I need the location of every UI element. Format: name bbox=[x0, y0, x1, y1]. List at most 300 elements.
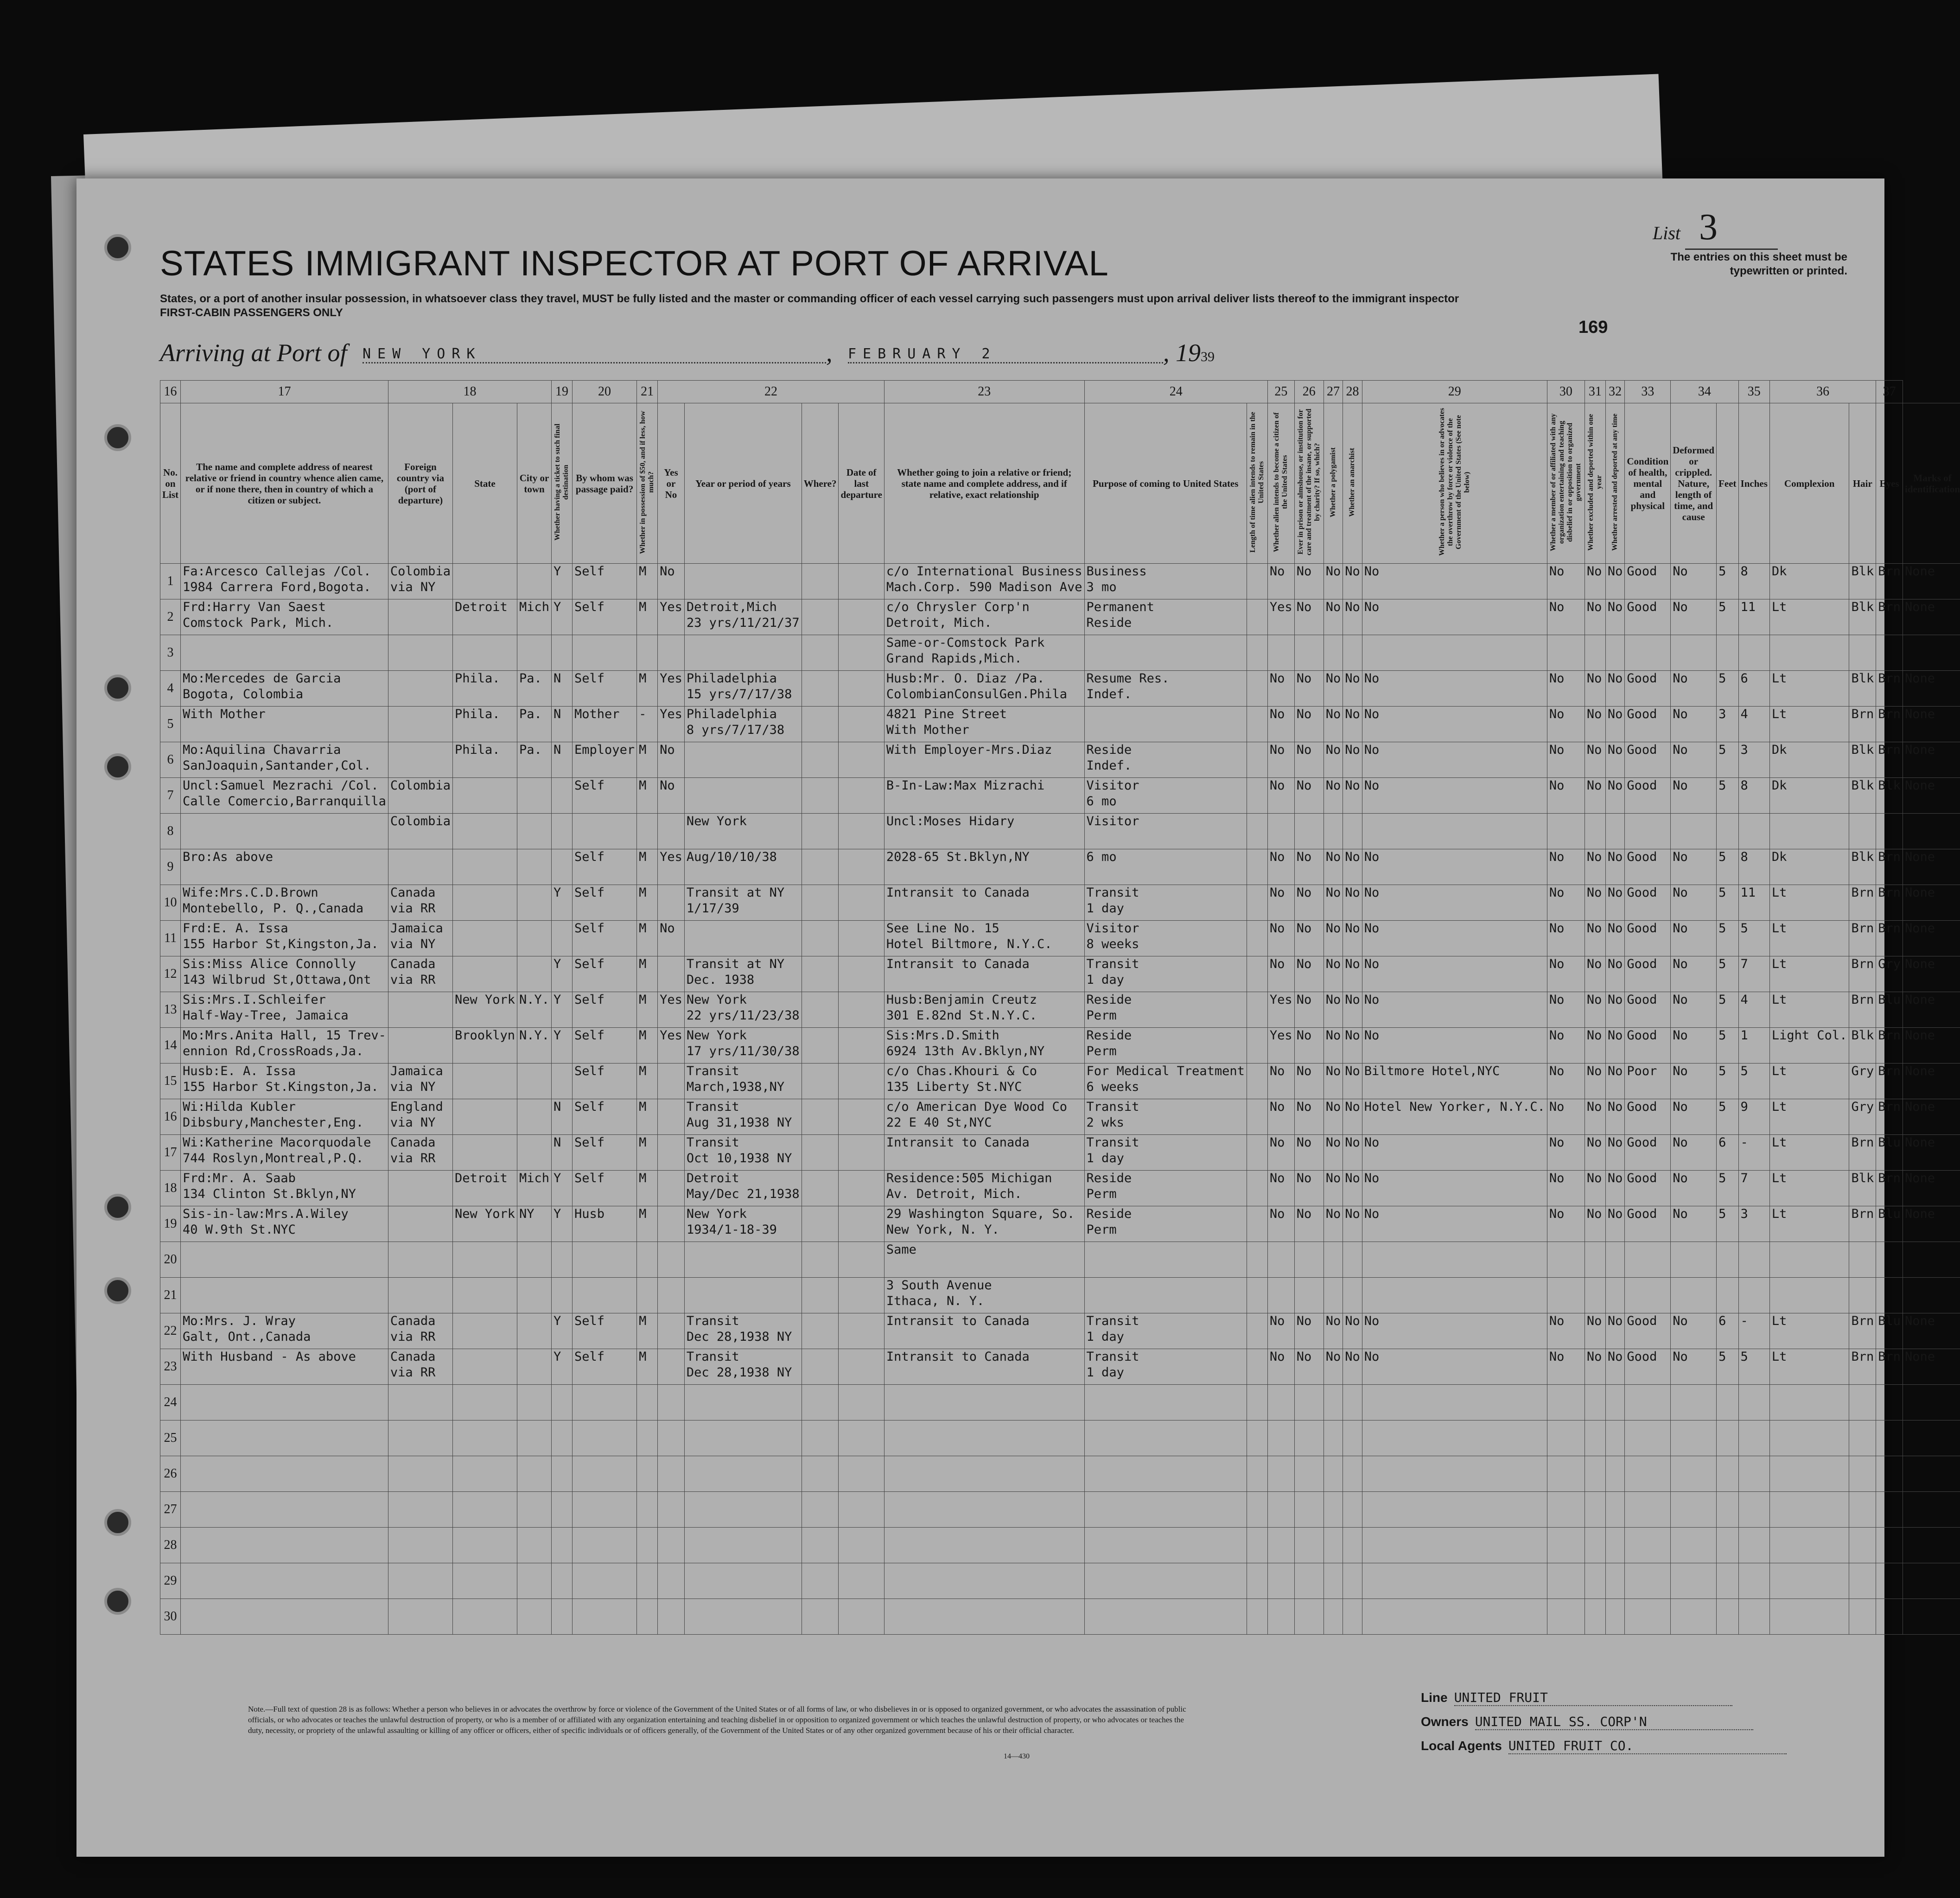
row-number-text: 25 bbox=[164, 1431, 177, 1445]
cell-passage-paid bbox=[573, 1563, 637, 1599]
header-where: Where? bbox=[802, 403, 839, 564]
cell-height-inches bbox=[1738, 1028, 1769, 1064]
cell-ticket bbox=[552, 671, 573, 707]
marks-text: None bbox=[1905, 743, 1935, 757]
cell-prior-period-where bbox=[684, 814, 802, 849]
cell-foreign-country bbox=[388, 671, 452, 707]
cell-prior-period-where bbox=[684, 564, 802, 599]
cell-health bbox=[1625, 778, 1671, 814]
cell-ever-before bbox=[658, 599, 685, 635]
table-row bbox=[160, 1278, 1960, 1313]
health-text: Good bbox=[1627, 778, 1657, 793]
q29-text: No bbox=[1549, 743, 1565, 757]
cell-possession-50 bbox=[637, 956, 658, 992]
cell-row-number bbox=[160, 956, 181, 992]
cell-ticket bbox=[552, 956, 573, 992]
cell-hair bbox=[1849, 707, 1876, 742]
q28-text: No bbox=[1364, 600, 1380, 614]
nearest-relative-text: SanJoaquin,Santander,Col. bbox=[183, 758, 371, 773]
prior-period-where-text: New York bbox=[686, 814, 747, 828]
q30-text: No bbox=[1586, 1064, 1602, 1078]
passage-paid-text: Self bbox=[574, 1171, 605, 1185]
eyes-text: Brn bbox=[1878, 743, 1901, 757]
health-text: Good bbox=[1627, 1028, 1657, 1043]
cell-state bbox=[452, 671, 517, 707]
cell-q28 bbox=[1362, 1528, 1547, 1563]
cell-hair bbox=[1849, 1528, 1876, 1563]
cell-q29 bbox=[1547, 1278, 1585, 1313]
purpose-text: Transit bbox=[1086, 1314, 1139, 1328]
cell-q29 bbox=[1547, 1135, 1585, 1171]
joining-relative-text: B-In-Law:Max Mizrachi bbox=[886, 778, 1045, 793]
joining-relative-text: See Line No. 15 bbox=[886, 921, 999, 936]
q25-text: No bbox=[1296, 743, 1312, 757]
q29-text: No bbox=[1549, 1028, 1565, 1043]
cell-ever-before bbox=[658, 1064, 685, 1099]
cell-possession-50 bbox=[637, 1349, 658, 1385]
colnum: 24 bbox=[1084, 381, 1267, 403]
prior-period-where-text: Oct 10,1938 NY bbox=[686, 1151, 792, 1166]
cell-foreign-country bbox=[388, 1563, 452, 1599]
cell-q30 bbox=[1585, 1242, 1605, 1278]
line-value: UNITED FRUIT bbox=[1454, 1690, 1732, 1706]
year-suffix: 39 bbox=[1201, 349, 1215, 364]
row-number-text: 1 bbox=[167, 574, 174, 588]
ticket-text: Y bbox=[554, 1207, 561, 1221]
cell-row-number bbox=[160, 1313, 181, 1349]
purpose-text: Business bbox=[1086, 564, 1147, 579]
nearest-relative-text: Wi:Katherine Macorquodale bbox=[183, 1135, 371, 1150]
cell-ticket bbox=[552, 1420, 573, 1456]
table-row bbox=[160, 1385, 1960, 1420]
cell-prior-where bbox=[802, 849, 839, 885]
cell-foreign-country bbox=[388, 992, 452, 1028]
cell-q29 bbox=[1547, 778, 1585, 814]
joining-relative-text: With Mother bbox=[886, 723, 969, 737]
cell-nearest-relative bbox=[181, 1599, 388, 1635]
eyes-text: Brn bbox=[1878, 564, 1901, 579]
nearest-relative-text: 1984 Carrera Ford,Bogota. bbox=[183, 580, 371, 594]
cell-q29 bbox=[1547, 742, 1585, 778]
marks-text: None bbox=[1905, 1350, 1935, 1364]
polygamist-text: No bbox=[1325, 993, 1341, 1007]
column-number-row bbox=[160, 381, 1960, 403]
health-text: Good bbox=[1627, 993, 1657, 1007]
cell-prior-period-where bbox=[684, 1528, 802, 1563]
cell-health bbox=[1625, 1349, 1671, 1385]
cell-intend-citizen bbox=[1267, 1599, 1294, 1635]
ever-before-text: Yes bbox=[660, 707, 682, 721]
nearest-relative-text: Frd:E. A. Issa bbox=[183, 921, 288, 936]
cell-prior-where bbox=[802, 1456, 839, 1492]
cell-deformed bbox=[1671, 1064, 1717, 1099]
cell-anarchist bbox=[1343, 921, 1362, 956]
cell-q28 bbox=[1362, 1563, 1547, 1599]
joining-relative-text: Ithaca, N. Y. bbox=[886, 1294, 985, 1308]
cell-marks bbox=[1903, 599, 1960, 635]
cell-ever-before bbox=[658, 1349, 685, 1385]
subtitle-text: States, or a port of another insular possession, in whatsoever class they travel, MUST be fully listed and the master or commanding officer of each vessel carrying such passengers must upon arrival deliver lists thereof to the immigrant inspector bbox=[160, 293, 1459, 305]
cell-ever-before bbox=[658, 1028, 685, 1064]
prior-period-where-text: May/Dec 21,1938 bbox=[686, 1187, 800, 1201]
cell-polygamist bbox=[1324, 1278, 1343, 1313]
cell-row-number bbox=[160, 599, 181, 635]
cell-foreign-country bbox=[388, 599, 452, 635]
cell-q31 bbox=[1605, 992, 1625, 1028]
joining-relative-text: 29 Washington Square, So. bbox=[886, 1207, 1075, 1221]
table-row bbox=[160, 956, 1960, 992]
cell-ticket bbox=[552, 1492, 573, 1528]
cell-purpose bbox=[1084, 849, 1247, 885]
height-inches-text: 6 bbox=[1740, 671, 1748, 686]
cell-deformed bbox=[1671, 671, 1717, 707]
cell-prior-where bbox=[802, 778, 839, 814]
prior-period-where-text: Detroit,Mich bbox=[686, 600, 777, 614]
cell-polygamist bbox=[1324, 1171, 1343, 1206]
cell-q25 bbox=[1294, 1385, 1324, 1420]
cell-height-inches bbox=[1738, 1456, 1769, 1492]
joining-relative-text: 2028-65 St.Bklyn,NY bbox=[886, 850, 1030, 864]
foreign-country-text: Colombia bbox=[390, 814, 451, 828]
passage-paid-text: Self bbox=[574, 1350, 605, 1364]
eyes-text: Blu bbox=[1878, 1135, 1901, 1150]
cell-state bbox=[452, 1135, 517, 1171]
prior-period-where-text: 23 yrs/11/21/37 bbox=[686, 616, 800, 630]
q25-text: No bbox=[1296, 885, 1312, 900]
cell-prior-where bbox=[802, 707, 839, 742]
cell-q29 bbox=[1547, 1563, 1585, 1599]
deformed-text: No bbox=[1673, 1100, 1688, 1114]
cell-last-departure bbox=[839, 707, 884, 742]
hair-text: Brn bbox=[1851, 921, 1874, 936]
city-text: Pa. bbox=[519, 671, 542, 686]
cell-q30 bbox=[1585, 1599, 1605, 1635]
q30-text: No bbox=[1586, 1028, 1602, 1043]
deformed-text: No bbox=[1673, 1064, 1688, 1078]
eyes-text: Brn bbox=[1878, 1064, 1901, 1078]
nearest-relative-text: Half-Way-Tree, Jamaica bbox=[183, 1008, 349, 1023]
cell-marks bbox=[1903, 1492, 1960, 1528]
cell-passage-paid bbox=[573, 671, 637, 707]
date-value: FEBRUARY 2 bbox=[848, 346, 1163, 363]
cell-health bbox=[1625, 849, 1671, 885]
joining-relative-text: New York, N. Y. bbox=[886, 1223, 999, 1237]
health-text: Good bbox=[1627, 850, 1657, 864]
nearest-relative-text: ennion Rd,CrossRoads,Ja. bbox=[183, 1044, 364, 1058]
cell-ever-before bbox=[658, 742, 685, 778]
cell-q29 bbox=[1547, 635, 1585, 671]
cell-possession-50 bbox=[637, 921, 658, 956]
cell-polygamist bbox=[1324, 1135, 1343, 1171]
table-row bbox=[160, 849, 1960, 885]
intend-citizen-text: No bbox=[1269, 1314, 1285, 1328]
cell-state bbox=[452, 1492, 517, 1528]
eyes-text: Brn bbox=[1878, 921, 1901, 936]
cell-height-feet bbox=[1717, 1349, 1738, 1385]
foreign-country-text: Canada bbox=[390, 957, 436, 971]
marks-text: None bbox=[1905, 957, 1935, 971]
cell-height-inches bbox=[1738, 1492, 1769, 1528]
cell-anarchist bbox=[1343, 849, 1362, 885]
table-row bbox=[160, 1206, 1960, 1242]
cell-anarchist bbox=[1343, 707, 1362, 742]
cell-city bbox=[517, 1135, 552, 1171]
cell-health bbox=[1625, 1456, 1671, 1492]
ticket-text: Y bbox=[554, 885, 561, 900]
cell-prior-period-where bbox=[684, 1563, 802, 1599]
colnum: 18 bbox=[388, 381, 551, 403]
cell-q29 bbox=[1547, 1599, 1585, 1635]
ticket-text: Y bbox=[554, 1028, 561, 1043]
polygamist-text: No bbox=[1325, 1064, 1341, 1078]
cell-marks bbox=[1903, 1206, 1960, 1242]
cell-possession-50 bbox=[637, 599, 658, 635]
cell-q25 bbox=[1294, 778, 1324, 814]
cell-length-of-stay bbox=[1247, 1242, 1267, 1278]
cell-anarchist bbox=[1343, 1064, 1362, 1099]
purpose-text: Transit bbox=[1086, 1100, 1139, 1114]
cell-ever-before bbox=[658, 1456, 685, 1492]
city-text: N.Y. bbox=[519, 1028, 550, 1043]
q30-text: No bbox=[1586, 1171, 1602, 1185]
cell-city bbox=[517, 671, 552, 707]
cell-ticket bbox=[552, 635, 573, 671]
cell-anarchist bbox=[1343, 1563, 1362, 1599]
column-header-row bbox=[160, 403, 1960, 564]
table-row bbox=[160, 992, 1960, 1028]
table-row bbox=[160, 1563, 1960, 1599]
prior-period-where-text: New York bbox=[686, 1207, 747, 1221]
cell-eyes bbox=[1876, 1599, 1903, 1635]
cell-ever-before bbox=[658, 635, 685, 671]
cell-length-of-stay bbox=[1247, 1206, 1267, 1242]
cell-q25 bbox=[1294, 1456, 1324, 1492]
cell-prior-period-where bbox=[684, 849, 802, 885]
cell-joining-relative bbox=[884, 1135, 1084, 1171]
cell-complexion bbox=[1769, 921, 1849, 956]
cell-prior-period-where bbox=[684, 1599, 802, 1635]
cell-foreign-country bbox=[388, 1349, 452, 1385]
cell-row-number bbox=[160, 1242, 181, 1278]
cell-polygamist bbox=[1324, 1528, 1343, 1563]
anarchist-text: No bbox=[1345, 1350, 1360, 1364]
header-q24b: Length of time alien intends to remain in the United States bbox=[1247, 403, 1267, 564]
cell-health bbox=[1625, 1492, 1671, 1528]
cell-state bbox=[452, 1206, 517, 1242]
cell-health bbox=[1625, 1278, 1671, 1313]
cell-anarchist bbox=[1343, 1099, 1362, 1135]
cell-intend-citizen bbox=[1267, 1028, 1294, 1064]
cell-eyes bbox=[1876, 956, 1903, 992]
nearest-relative-text: Mo:Mercedes de Garcia bbox=[183, 671, 341, 686]
cell-health bbox=[1625, 956, 1671, 992]
q31-text: No bbox=[1607, 1350, 1623, 1364]
cell-row-number bbox=[160, 1456, 181, 1492]
health-text: Good bbox=[1627, 707, 1657, 721]
possession-50-text: M bbox=[639, 850, 647, 864]
cell-height-inches bbox=[1738, 1385, 1769, 1420]
cell-q29 bbox=[1547, 671, 1585, 707]
cell-purpose bbox=[1084, 1456, 1247, 1492]
intend-citizen-text: No bbox=[1269, 778, 1285, 793]
cell-joining-relative bbox=[884, 1278, 1084, 1313]
q30-text: No bbox=[1586, 1135, 1602, 1150]
height-feet-text: 5 bbox=[1718, 671, 1726, 686]
header-ticket: Whether having a ticket to such final destination bbox=[552, 403, 573, 564]
cell-deformed bbox=[1671, 1385, 1717, 1420]
cell-row-number bbox=[160, 921, 181, 956]
anarchist-text: No bbox=[1345, 707, 1360, 721]
table-row bbox=[160, 814, 1960, 849]
cell-ticket bbox=[552, 1563, 573, 1599]
cell-hair bbox=[1849, 1385, 1876, 1420]
passage-paid-text: Self bbox=[574, 850, 605, 864]
cell-prior-where bbox=[802, 635, 839, 671]
cell-possession-50 bbox=[637, 1313, 658, 1349]
q28-text: No bbox=[1364, 1207, 1380, 1221]
foreign-country-text: Canada bbox=[390, 1350, 436, 1364]
cell-marks bbox=[1903, 921, 1960, 956]
height-feet-text: 5 bbox=[1718, 1350, 1726, 1364]
cell-q29 bbox=[1547, 1456, 1585, 1492]
eyes-text: Blu bbox=[1878, 1314, 1901, 1328]
complexion-text: Lt bbox=[1771, 1135, 1787, 1150]
cell-ever-before bbox=[658, 1135, 685, 1171]
row-number-text: 8 bbox=[167, 824, 174, 838]
cell-q28 bbox=[1362, 1349, 1547, 1385]
prior-period-where-text: 1/17/39 bbox=[686, 901, 739, 916]
cell-passage-paid bbox=[573, 1313, 637, 1349]
cell-hair bbox=[1849, 1599, 1876, 1635]
cell-possession-50 bbox=[637, 1599, 658, 1635]
cell-foreign-country bbox=[388, 1028, 452, 1064]
joining-relative-text: 135 Liberty St.NYC bbox=[886, 1080, 1022, 1094]
deformed-text: No bbox=[1673, 1028, 1688, 1043]
nearest-relative-text: Sis:Miss Alice Connolly bbox=[183, 957, 356, 971]
joining-relative-text: Intransit to Canada bbox=[886, 885, 1030, 900]
cell-length-of-stay bbox=[1247, 1028, 1267, 1064]
cell-prior-where bbox=[802, 671, 839, 707]
anarchist-text: No bbox=[1345, 921, 1360, 936]
purpose-text: 3 mo bbox=[1086, 580, 1117, 594]
cell-prior-period-where bbox=[684, 1135, 802, 1171]
cell-health bbox=[1625, 1028, 1671, 1064]
cell-row-number bbox=[160, 992, 181, 1028]
cell-prior-period-where bbox=[684, 1028, 802, 1064]
possession-50-text: M bbox=[639, 564, 647, 579]
q31-text: No bbox=[1607, 885, 1623, 900]
cell-passage-paid bbox=[573, 1456, 637, 1492]
row-number-text: 7 bbox=[167, 788, 174, 803]
header-complexion: Complexion bbox=[1769, 403, 1849, 564]
cell-marks bbox=[1903, 1420, 1960, 1456]
cell-state bbox=[452, 564, 517, 599]
header-q24c: Whether alien intends to become a citizen of the United States bbox=[1267, 403, 1294, 564]
cell-marks bbox=[1903, 1313, 1960, 1349]
cell-anarchist bbox=[1343, 742, 1362, 778]
cell-intend-citizen bbox=[1267, 1206, 1294, 1242]
height-inches-text: 5 bbox=[1740, 1064, 1748, 1078]
cell-q25 bbox=[1294, 1206, 1324, 1242]
cell-hair bbox=[1849, 1171, 1876, 1206]
height-feet-text: 5 bbox=[1718, 600, 1726, 614]
polygamist-text: No bbox=[1325, 564, 1341, 579]
prior-period-where-text: Detroit bbox=[686, 1171, 739, 1185]
polygamist-text: No bbox=[1325, 600, 1341, 614]
cell-q30 bbox=[1585, 742, 1605, 778]
cell-prior-period-where bbox=[684, 778, 802, 814]
anarchist-text: No bbox=[1345, 600, 1360, 614]
q25-text: No bbox=[1296, 564, 1312, 579]
cell-marks bbox=[1903, 1349, 1960, 1385]
cell-last-departure bbox=[839, 635, 884, 671]
cell-eyes bbox=[1876, 599, 1903, 635]
cell-intend-citizen bbox=[1267, 1563, 1294, 1599]
cell-foreign-country bbox=[388, 1206, 452, 1242]
line-label: Line bbox=[1421, 1690, 1448, 1705]
cell-state bbox=[452, 599, 517, 635]
cell-q29 bbox=[1547, 1064, 1585, 1099]
marks-text: None bbox=[1905, 1171, 1935, 1185]
cell-q30 bbox=[1585, 778, 1605, 814]
anarchist-text: No bbox=[1345, 1100, 1360, 1114]
cell-length-of-stay bbox=[1247, 1313, 1267, 1349]
purpose-text: Permanent bbox=[1086, 600, 1154, 614]
cell-intend-citizen bbox=[1267, 1528, 1294, 1563]
header-eyes: Eyes bbox=[1876, 403, 1903, 564]
cell-state bbox=[452, 885, 517, 921]
cell-prior-period-where bbox=[684, 707, 802, 742]
q29-text: No bbox=[1549, 957, 1565, 971]
height-feet-text: 5 bbox=[1718, 850, 1726, 864]
foreign-country-text: Canada bbox=[390, 1314, 436, 1328]
cell-prior-where bbox=[802, 1171, 839, 1206]
row-number-text: 26 bbox=[164, 1466, 177, 1481]
cell-height-feet bbox=[1717, 564, 1738, 599]
hair-text: Gry bbox=[1851, 1064, 1874, 1078]
passage-paid-text: Self bbox=[574, 600, 605, 614]
hair-text: Blk bbox=[1851, 564, 1874, 579]
health-text: Good bbox=[1627, 1100, 1657, 1114]
joining-relative-text: Same bbox=[886, 1242, 916, 1257]
colnum: 26 bbox=[1294, 381, 1324, 403]
cell-joining-relative bbox=[884, 1456, 1084, 1492]
marks-text: None bbox=[1905, 1207, 1935, 1221]
intend-citizen-text: Yes bbox=[1269, 993, 1292, 1007]
cell-purpose bbox=[1084, 1099, 1247, 1135]
intend-citizen-text: No bbox=[1269, 1100, 1285, 1114]
purpose-text: 8 weeks bbox=[1086, 937, 1139, 951]
cell-q25 bbox=[1294, 1492, 1324, 1528]
cell-foreign-country bbox=[388, 1135, 452, 1171]
cell-state bbox=[452, 742, 517, 778]
joining-relative-text: 4821 Pine Street bbox=[886, 707, 1007, 721]
cell-eyes bbox=[1876, 921, 1903, 956]
cell-anarchist bbox=[1343, 1313, 1362, 1349]
cell-anarchist bbox=[1343, 814, 1362, 849]
purpose-text: For Medical Treatment bbox=[1086, 1064, 1245, 1078]
nearest-relative-text: Wi:Hilda Kubler bbox=[183, 1100, 296, 1114]
cell-eyes bbox=[1876, 885, 1903, 921]
prior-period-where-text: Aug/10/10/38 bbox=[686, 850, 777, 864]
cell-nearest-relative bbox=[181, 921, 388, 956]
foreign-country-text: Canada bbox=[390, 1135, 436, 1150]
purpose-text: Reside bbox=[1086, 743, 1132, 757]
row-number-text: 15 bbox=[164, 1074, 177, 1088]
cell-marks bbox=[1903, 778, 1960, 814]
cell-state bbox=[452, 814, 517, 849]
q28-text: No bbox=[1364, 1028, 1380, 1043]
